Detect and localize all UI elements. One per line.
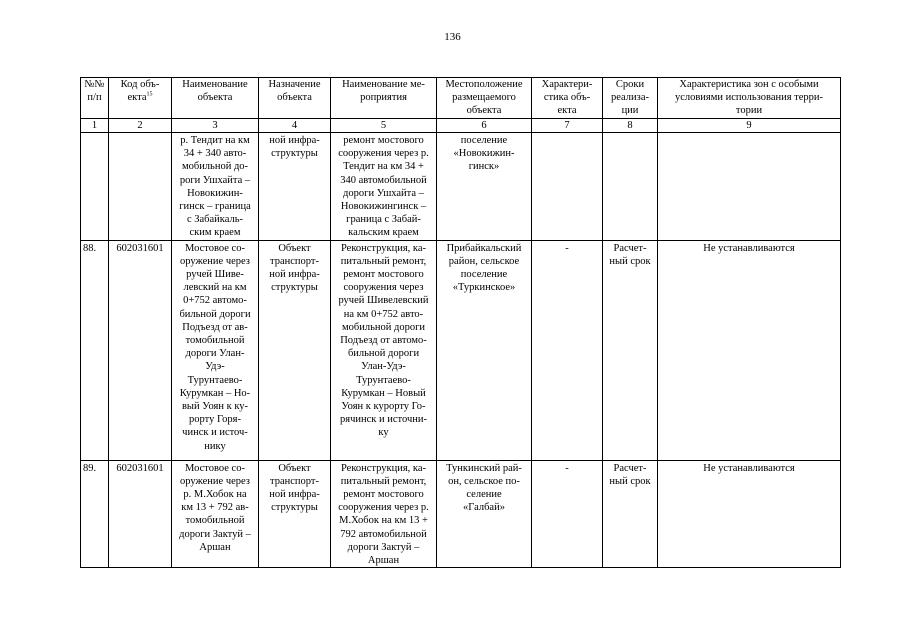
cell-number: [81, 133, 109, 241]
cell-location: поселение «Новокижин- гинск»: [437, 133, 532, 241]
cell-zones: [658, 133, 841, 241]
cell-characteristic: [532, 133, 603, 241]
header-terms: Сроки реализа- ции: [603, 78, 658, 119]
objects-table: [80, 77, 841, 568]
column-number: 5: [331, 119, 437, 133]
cell-zones: Не устанавливаются: [658, 460, 841, 568]
cell-characteristic: -: [532, 460, 603, 568]
header-measure-name: Наименование ме- роприятия: [331, 78, 437, 119]
cell-code: [109, 133, 172, 241]
column-number: 9: [658, 119, 841, 133]
cell-terms: [603, 133, 658, 241]
cell-code: 602031601: [109, 460, 172, 568]
column-number: 6: [437, 119, 532, 133]
cell-measure: Реконструкция, ка- питальный ремонт, ремонт мостового сооружения через р. М.Хобок на км 13 + 792 автомобильной дороги Зактуй – Аршан: [331, 460, 437, 568]
footnote-mark: 15: [146, 91, 153, 98]
cell-location: Тункинский рай- он, сельское по- селение «Галбай»: [437, 460, 532, 568]
header-object-code-text: Код объ- екта: [120, 79, 160, 104]
cell-zones: Не устанавливаются: [658, 240, 841, 460]
table-row: [81, 460, 841, 568]
header-object-code: [109, 78, 172, 119]
header-number: №№ п/п: [81, 78, 109, 119]
cell-measure: Реконструкция, ка- питальный ремонт, ремонт мостового сооружения через ручей Шивелевский на км 0+752 авто- мобильной дороги Подъезд от автомо- бильной дороги Улан-Удэ- Турунтаево- Курумкан – Новый Уоян к курорту Го- рячинск и источни- ку: [331, 240, 437, 460]
header-object-name: Наименование объекта: [172, 78, 259, 119]
column-number: 8: [603, 119, 658, 133]
cell-purpose: ной инфра- структуры: [259, 133, 331, 241]
cell-location: Прибайкальский район, сельское поселение «Туркинское»: [437, 240, 532, 460]
header-location: Местоположение размещаемого объекта: [437, 78, 532, 119]
cell-measure: ремонт мостового сооружения через р. Тендит на км 34 + 340 автомобильной дороги Ушхайта – Новокижингинск – граница с Забай- кальским краем: [331, 133, 437, 241]
column-number: 3: [172, 119, 259, 133]
cell-number: 88.: [81, 240, 109, 460]
header-object-purpose: Назначение объекта: [259, 78, 331, 119]
cell-number: 89.: [81, 460, 109, 568]
cell-object-name: Мостовое со- оружение через ручей Шиве- левский на км 0+752 автомо- бильной дороги Подъезд от ав- томобильной дороги Улан- Удэ- Турунтаево- Курумкан – Но- вый Уоян к ку- рорту Горя- чинск и источ- нику: [172, 240, 259, 460]
cell-object-name: Мостовое со- оружение через р. М.Хобок на км 13 + 792 ав- томобильной дороги Зактуй – Аршан: [172, 460, 259, 568]
cell-terms: Расчет- ный срок: [603, 240, 658, 460]
header-zones: Характеристика зон с особыми условиями использования терри- тории: [658, 78, 841, 119]
cell-purpose: Объект транспорт- ной инфра- структуры: [259, 240, 331, 460]
column-number: 2: [109, 119, 172, 133]
cell-object-name: р. Тендит на км 34 + 340 авто- мобильной до- роги Ушхайта – Новокижин- гинск – граница с Забайкаль- ским краем: [172, 133, 259, 241]
column-number: 4: [259, 119, 331, 133]
header-characteristic: Характери- стика объ- екта: [532, 78, 603, 119]
page-number: 136: [444, 31, 461, 43]
cell-characteristic: -: [532, 240, 603, 460]
cell-purpose: Объект транспорт- ной инфра- структуры: [259, 460, 331, 568]
cell-terms: Расчет- ный срок: [603, 460, 658, 568]
table-row: [81, 240, 841, 460]
table-header-row: [81, 78, 841, 119]
table-row: [81, 133, 841, 241]
column-number: 1: [81, 119, 109, 133]
cell-code: 602031601: [109, 240, 172, 460]
column-number-row: [81, 119, 841, 133]
column-number: 7: [532, 119, 603, 133]
